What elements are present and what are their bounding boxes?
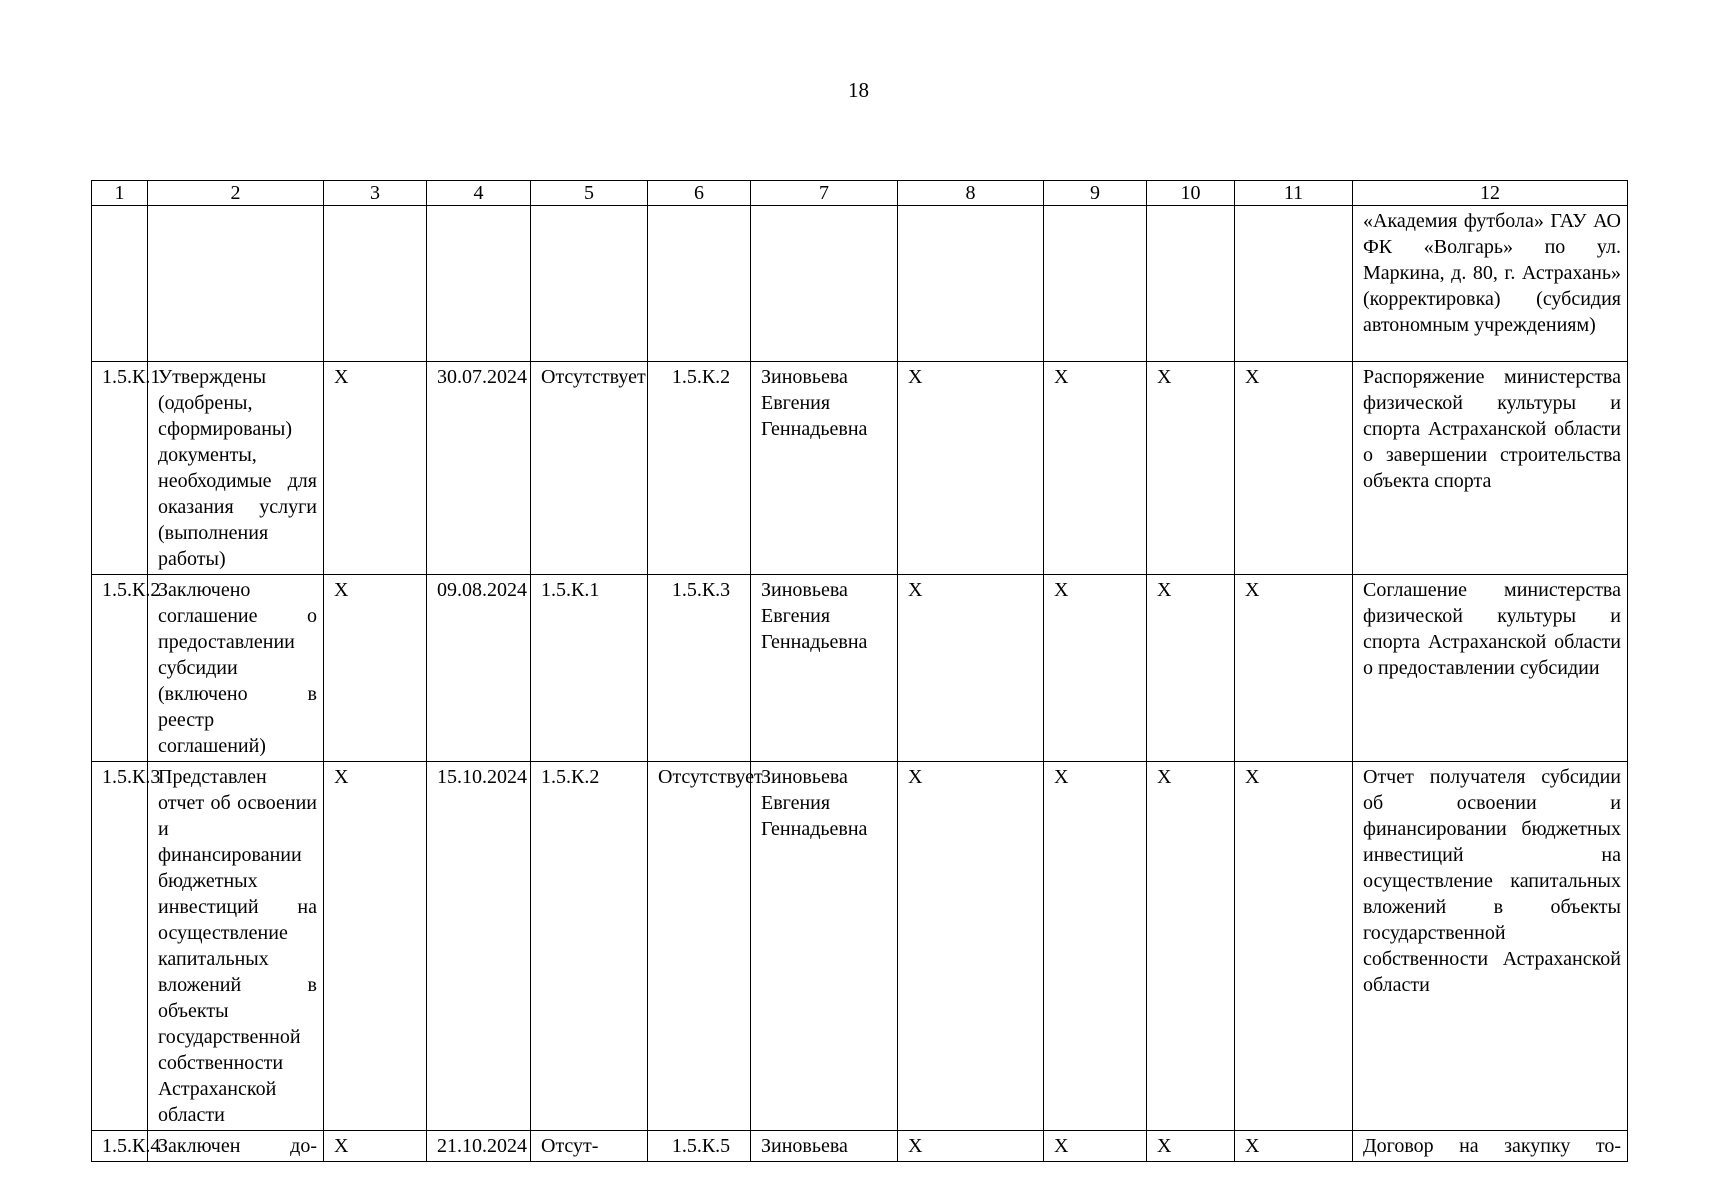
document-cell: «Академия футбола» ГАУ АО ФК «Волгарь» по ул. Маркина, д. 80, г. Астрахань» (корректировка) (субсидия автономным учреждениям) — [1353, 206, 1628, 362]
document-cell: Договор на закупку то- — [1353, 1131, 1628, 1162]
row-code — [92, 206, 148, 362]
successor-cell: 1.5.К.2 — [648, 362, 751, 575]
cell-c8: Х — [898, 1131, 1044, 1162]
column-header: 12 — [1353, 181, 1628, 206]
predecessor-cell — [531, 206, 648, 362]
date-cell — [427, 206, 531, 362]
column-header: 8 — [898, 181, 1044, 206]
table-row — [92, 1131, 1628, 1162]
cell-c8: Х — [898, 762, 1044, 1131]
responsible-cell: Зиновьева Евгения Геннадьевна — [751, 762, 898, 1131]
document-cell: Распоряжение министерства физической культуры и спорта Астраханской области о завершении строительства объекта спорта — [1353, 362, 1628, 575]
page-number: 18 — [848, 78, 869, 102]
table-row — [92, 206, 1628, 362]
document-cell: Отчет получателя субсидии об освоении и финансировании бюджетных инвестиций на осуществление капитальных вложений в объекты государственной собственности Астраханской области — [1353, 762, 1628, 1131]
cell-c11 — [1235, 206, 1353, 362]
successor-cell: 1.5.К.5 — [648, 1131, 751, 1162]
responsible-cell: Зиновьева Евгения Геннадьевна — [751, 575, 898, 762]
column-header: 10 — [1147, 181, 1235, 206]
cell-c10: Х — [1147, 362, 1235, 575]
cell-c3 — [324, 206, 427, 362]
predecessor-cell: 1.5.К.2 — [531, 762, 648, 1131]
events-table — [91, 180, 1628, 1162]
event-cell: Заключено соглашение о предоставлении субсидии (включено в реестр соглашений) — [148, 575, 324, 762]
row-code: 1.5.К.2 — [92, 575, 148, 762]
row-code: 1.5.К.4 — [92, 1131, 148, 1162]
date-cell: 15.10.2024 — [427, 762, 531, 1131]
event-cell: Представлен отчет об освоении и финансировании бюджетных инвестиций на осуществление капитальных вложений в объекты государственной собственности Астраханской области — [148, 762, 324, 1131]
document-cell: Соглашение министерства физической культуры и спорта Астраханской области о предоставлении субсидии — [1353, 575, 1628, 762]
column-header: 3 — [324, 181, 427, 206]
cell-c8: Х — [898, 575, 1044, 762]
column-header: 4 — [427, 181, 531, 206]
column-header: 1 — [92, 181, 148, 206]
row-code: 1.5.К.1 — [92, 362, 148, 575]
successor-cell — [648, 206, 751, 362]
column-header: 7 — [751, 181, 898, 206]
table-row — [92, 362, 1628, 575]
successor-cell: 1.5.К.3 — [648, 575, 751, 762]
table-row — [92, 762, 1628, 1131]
cell-c9: Х — [1044, 575, 1147, 762]
predecessor-cell: Отсут- — [531, 1131, 648, 1162]
cell-c8: Х — [898, 362, 1044, 575]
column-header: 6 — [648, 181, 751, 206]
predecessor-cell: Отсутствует — [531, 362, 648, 575]
cell-c3: Х — [324, 575, 427, 762]
event-cell — [148, 206, 324, 362]
cell-c8 — [898, 206, 1044, 362]
cell-c9: Х — [1044, 1131, 1147, 1162]
date-cell: 09.08.2024 — [427, 575, 531, 762]
cell-c3: Х — [324, 1131, 427, 1162]
column-header: 2 — [148, 181, 324, 206]
cell-c10: Х — [1147, 1131, 1235, 1162]
cell-c11: Х — [1235, 762, 1353, 1131]
column-header: 5 — [531, 181, 648, 206]
responsible-cell: Зиновьева — [751, 1131, 898, 1162]
cell-c9: Х — [1044, 762, 1147, 1131]
cell-c10: Х — [1147, 575, 1235, 762]
cell-c9 — [1044, 206, 1147, 362]
cell-c11: Х — [1235, 1131, 1353, 1162]
date-cell: 30.07.2024 — [427, 362, 531, 575]
row-code: 1.5.К.3 — [92, 762, 148, 1131]
cell-c3: Х — [324, 762, 427, 1131]
column-number-row — [92, 181, 1628, 206]
predecessor-cell: 1.5.К.1 — [531, 575, 648, 762]
event-cell: Заключен до- — [148, 1131, 324, 1162]
responsible-cell — [751, 206, 898, 362]
cell-c10 — [1147, 206, 1235, 362]
responsible-cell: Зиновьева Евгения Геннадьевна — [751, 362, 898, 575]
column-header: 9 — [1044, 181, 1147, 206]
date-cell: 21.10.2024 — [427, 1131, 531, 1162]
cell-c11: Х — [1235, 362, 1353, 575]
cell-c11: Х — [1235, 575, 1353, 762]
cell-c3: Х — [324, 362, 427, 575]
event-cell: Утверждены (одобрены, сформированы) документы, необходимые для оказания услуги (выполнения работы) — [148, 362, 324, 575]
table-row — [92, 575, 1628, 762]
cell-c9: Х — [1044, 362, 1147, 575]
successor-cell: Отсутствует — [648, 762, 751, 1131]
column-header: 11 — [1235, 181, 1353, 206]
cell-c10: Х — [1147, 762, 1235, 1131]
